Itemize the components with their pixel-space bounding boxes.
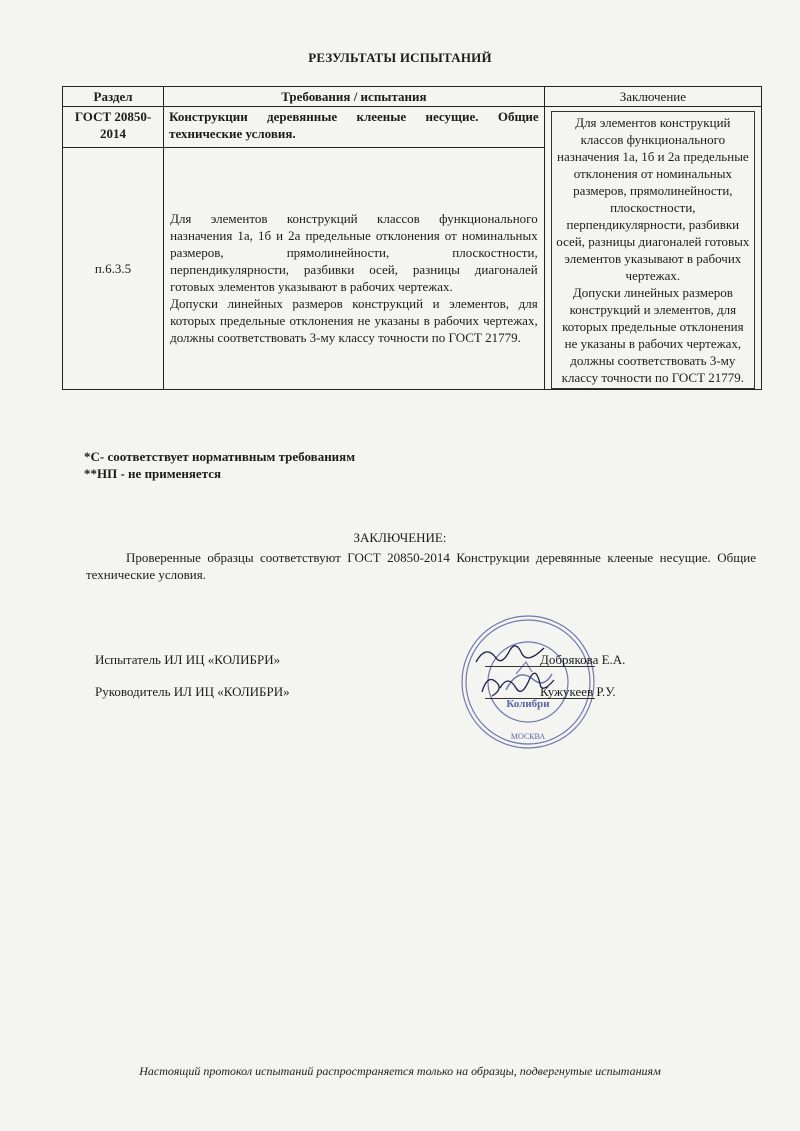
stamp-org: Колибри (506, 698, 550, 710)
page-title: РЕЗУЛЬТАТЫ ИСПЫТАНИЙ (308, 50, 492, 65)
conclusion-text-1: Для элементов конструкций классов функционального назначения 1а, 1б и 2а предельные отклонения от номинальных размеров, прямолинейности, плоскостности, перпендикулярности, разбивки осей, разницы диагоналей готовых элементов указывают в рабочих чертежах. (556, 115, 750, 283)
conclusion-box (551, 111, 755, 389)
conclusion-text: Проверенные образцы соответствуют ГОСТ 20850-2014 Конструкции деревянные клееные несущие. Общие технические условия. (86, 550, 756, 582)
note-complies: *С- соответствует нормативным требованиям (84, 449, 356, 464)
stamp-city: МОСКВА (510, 732, 546, 741)
clause-number: п.6.3.5 (63, 148, 164, 390)
col-header-requirements: Требования / испытания (164, 87, 545, 107)
handwritten-signature (478, 668, 558, 704)
signer-name: Добрякова Е.А. (540, 652, 626, 667)
conclusion-cell (544, 107, 761, 390)
conclusion-heading: ЗАКЛЮЧЕНИЕ: (353, 530, 447, 545)
signer-name: Кужукеев Р.У. (540, 684, 616, 699)
standard-title: Конструкции деревянные клееные несущие. Общие технические условия. (164, 107, 545, 148)
col-header-section: Раздел (63, 87, 164, 107)
requirement-paragraph-2: Допуски линейных размеров конструкций и элементов, для которых предельные отклонения не указаны в рабочих чертежах, должны соответствовать 3-му классу точности по ГОСТ 21779. (170, 296, 538, 346)
signer-role: Руководитель ИЛ ИЦ «КОЛИБРИ» (95, 684, 290, 699)
standard-code: ГОСТ 20850-2014 (63, 107, 164, 148)
table-row (63, 107, 762, 148)
requirement-text (164, 148, 545, 390)
col-header-conclusion: Заключение (544, 87, 761, 107)
note-not-applicable: **НП - не применяется (84, 466, 222, 481)
results-table (62, 86, 762, 390)
legend-notes (84, 448, 355, 482)
footer-disclaimer: Настоящий протокол испытаний распространяется только на образцы, подвергнутые испытаниям (139, 1064, 661, 1078)
handwritten-signature (470, 640, 550, 670)
requirement-paragraph-1: Для элементов конструкций классов функционального назначения 1а, 1б и 2а предельные отклонения от номинальных размеров, прямолинейности, плоскостности, перпендикулярности, разбивки осей, разницы диагоналей готовых элементов указывают в рабочих чертежах. (170, 211, 538, 295)
signer-role: Испытатель ИЛ ИЦ «КОЛИБРИ» (95, 652, 281, 667)
conclusion-text-2: Допуски линейных размеров конструкций и элементов, для которых предельные отклонения не указаны в рабочих чертежах, должны соответствовать 3-му классу точности по ГОСТ 21779. (561, 285, 745, 385)
table-header-row (63, 87, 762, 107)
